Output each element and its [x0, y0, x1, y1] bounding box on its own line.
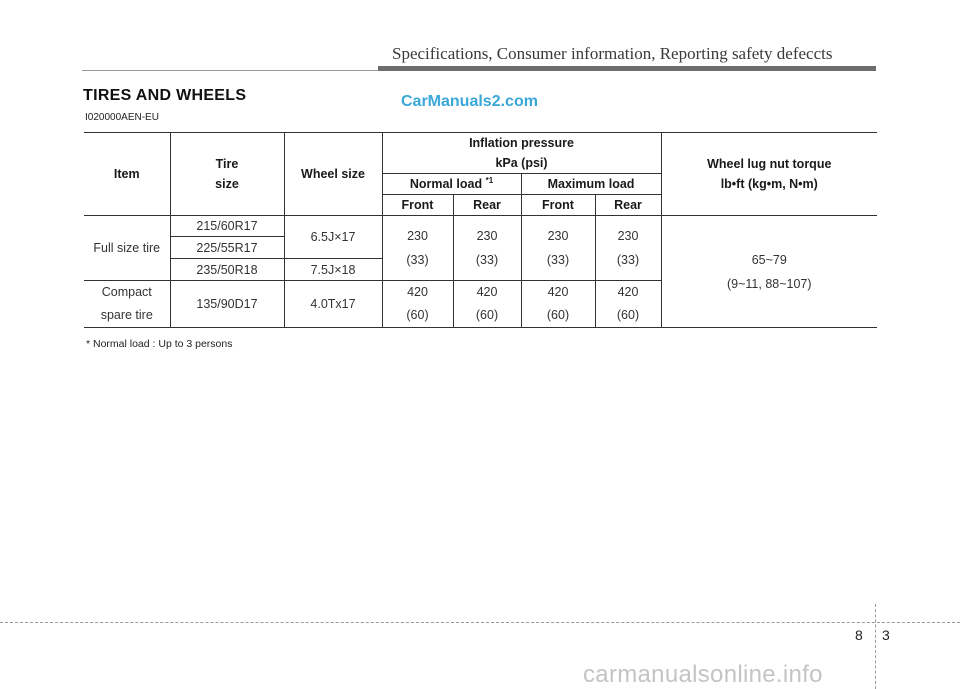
tire-size-cell: 215/60R17	[170, 216, 284, 237]
wheel-size-cell: 7.5J×18	[284, 259, 382, 281]
pressure-max-front: 420 (60)	[521, 281, 595, 328]
pressure-normal-rear: 420 (60)	[453, 281, 521, 328]
row-label-full-size: Full size tire	[84, 216, 170, 281]
tire-spec-table	[84, 132, 877, 328]
tire-size-cell: 135/90D17	[170, 281, 284, 328]
footer-divider	[0, 622, 960, 623]
chapter-number: 8	[855, 627, 863, 643]
header-max-rear: Rear	[595, 195, 661, 216]
tire-size-cell: 235/50R18	[170, 259, 284, 281]
pressure-max-rear: 230 (33)	[595, 216, 661, 281]
header-normal-load: Normal load $^{*1}$	[382, 174, 521, 195]
source-watermark: carmanualsonline.info	[583, 661, 823, 688]
pressure-normal-front: 230 (33)	[382, 216, 453, 281]
footer-vertical-divider	[875, 604, 876, 689]
pressure-normal-rear: 230 (33)	[453, 216, 521, 281]
header-tire-size: Tire size	[170, 133, 284, 216]
wheel-size-cell: 4.0Tx17	[284, 281, 382, 328]
page-number: 3	[882, 627, 890, 643]
header-rule-thin	[82, 70, 382, 71]
running-header-title: Specifications, Consumer information, Reporting safety defeccts	[392, 44, 833, 63]
row-label-compact-spare: Compact spare tire	[84, 281, 170, 328]
wheel-size-cell: 6.5J×17	[284, 216, 382, 259]
header-maximum-load: Maximum load	[521, 174, 661, 195]
tire-size-cell: 225/55R17	[170, 237, 284, 259]
header-item: Item	[84, 133, 170, 216]
torque-value-cell: 65~79 (9~11, 88~107)	[661, 216, 877, 328]
pressure-max-front: 230 (33)	[521, 216, 595, 281]
header-normal-front: Front	[382, 195, 453, 216]
header-lug-nut-torque: Wheel lug nut torque lb•ft (kg•m, N•m)	[661, 133, 877, 216]
header-max-front: Front	[521, 195, 595, 216]
header-normal-rear: Rear	[453, 195, 521, 216]
section-title: TIRES AND WHEELS	[83, 87, 247, 104]
footnote: * Normal load : Up to 3 persons	[86, 338, 233, 350]
pressure-normal-front: 420 (60)	[382, 281, 453, 328]
site-watermark: CarManuals2.com	[401, 93, 538, 110]
section-code: I020000AEN-EU	[85, 112, 159, 123]
header-wheel-size: Wheel size	[284, 133, 382, 216]
header-rule-thick	[378, 66, 876, 71]
header-inflation-pressure: Inflation pressure kPa (psi)	[382, 133, 661, 174]
footnote-marker: *1	[485, 176, 494, 186]
pressure-max-rear: 420 (60)	[595, 281, 661, 328]
